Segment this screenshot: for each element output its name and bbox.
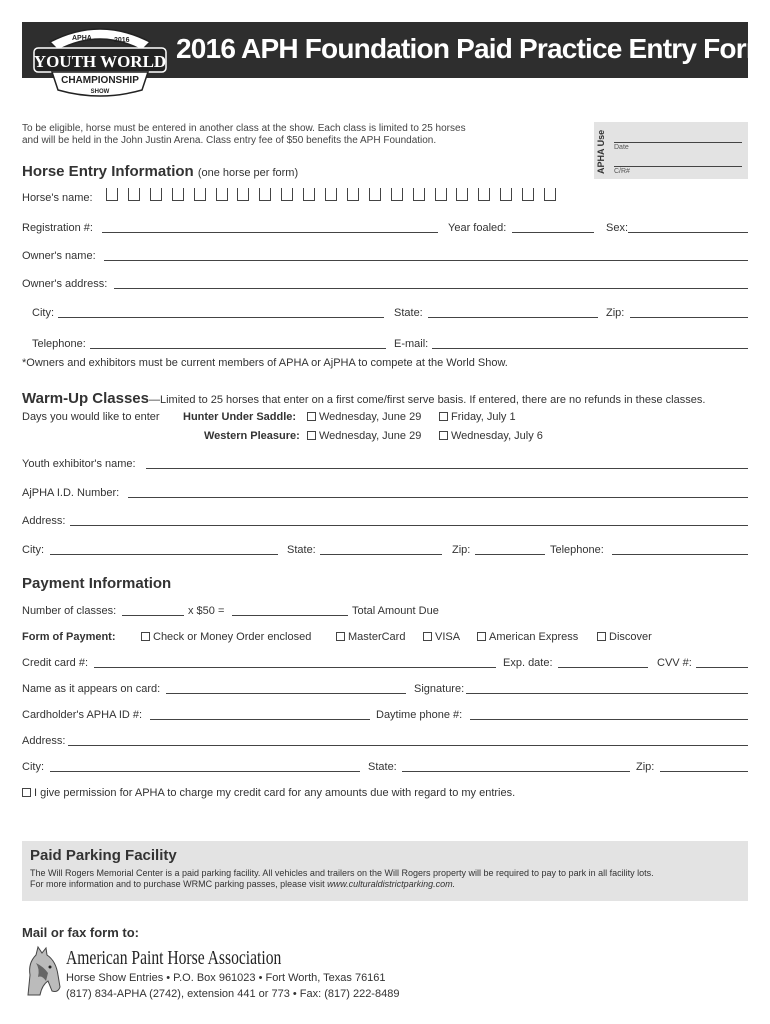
warmup-title: Warm-Up Classes — [22, 390, 149, 407]
horse-name-letter-box[interactable] — [544, 188, 556, 201]
sex-label: Sex: — [606, 222, 629, 234]
ajpha-id-field[interactable] — [128, 497, 748, 498]
cardholder-id-label: Cardholder's APHA ID #: — [22, 709, 143, 721]
card-city-label: City: — [22, 761, 44, 773]
payment-amex-option[interactable] — [477, 631, 578, 643]
form-of-payment-label: Form of Payment: — [22, 631, 116, 643]
total-amount-field[interactable] — [232, 615, 348, 616]
horse-name-letter-box[interactable] — [456, 188, 468, 201]
ajpha-id-label: AjPHA I.D. Number: — [22, 487, 120, 499]
card-address-field[interactable] — [68, 745, 748, 746]
horse-head-icon — [22, 945, 62, 997]
owner-email-field[interactable] — [432, 348, 748, 349]
owner-city-field[interactable] — [58, 317, 384, 318]
hunter-label: Hunter Under Saddle: — [183, 411, 297, 423]
membership-note: *Owners and exhibitors must be current members of APHA or AjPHA to compete at the World Show. — [22, 357, 508, 369]
apha-cr-field: C/R# — [614, 166, 742, 175]
horse-name-letter-box[interactable] — [478, 188, 490, 201]
signature-field[interactable] — [466, 693, 748, 694]
logo-youth-world-text: YOUTH WORLD — [33, 52, 167, 71]
horse-name-letter-box[interactable] — [259, 188, 271, 201]
warmup-heading — [22, 390, 705, 408]
card-zip-field[interactable] — [660, 771, 748, 772]
registration-label: Registration #: — [22, 222, 93, 234]
name-on-card-label: Name as it appears on card: — [22, 683, 161, 695]
num-classes-label: Number of classes: — [22, 605, 117, 617]
horse-name-letter-box[interactable] — [128, 188, 140, 201]
horse-name-letter-box[interactable] — [435, 188, 447, 201]
days-label: Days you would like to enter — [22, 411, 160, 423]
cvv-field[interactable] — [696, 667, 748, 668]
year-foaled-field[interactable] — [512, 232, 594, 233]
discover-checkbox[interactable] — [597, 632, 606, 641]
parking-line-2 — [30, 879, 742, 890]
permission-checkbox[interactable] — [22, 788, 31, 797]
hunter-june29-label: Wednesday, June 29 — [319, 411, 422, 423]
signature-label: Signature: — [414, 683, 465, 695]
horse-name-letter-box[interactable] — [325, 188, 337, 201]
youth-name-label: Youth exhibitor's name: — [22, 458, 136, 470]
western-label: Western Pleasure: — [204, 430, 300, 442]
youth-state-field[interactable] — [320, 554, 442, 555]
horse-entry-heading — [22, 163, 298, 180]
horse-name-letter-box[interactable] — [303, 188, 315, 201]
amex-label: American Express — [489, 631, 579, 643]
intro-line-2: and will be held in the John Justin Arena. Class entry fee of $50 benefits the APH Foundation. — [22, 135, 437, 146]
permission-label: I give permission for APHA to charge my credit card for any amounts due with regard to my entries. — [34, 787, 516, 799]
owner-name-field[interactable] — [104, 260, 748, 261]
horse-name-letter-box[interactable] — [237, 188, 249, 201]
owner-name-label: Owner's name: — [22, 250, 96, 262]
youth-zip-field[interactable] — [475, 554, 545, 555]
western-july6-option[interactable] — [439, 430, 543, 442]
discover-label: Discover — [609, 631, 652, 643]
horse-name-letter-box[interactable] — [413, 188, 425, 201]
payment-visa-option[interactable] — [423, 631, 460, 643]
owner-zip-field[interactable] — [630, 317, 748, 318]
horse-name-label: Horse's name: — [22, 192, 93, 204]
card-state-label: State: — [368, 761, 397, 773]
owner-state-field[interactable] — [428, 317, 598, 318]
youth-telephone-label: Telephone: — [550, 544, 604, 556]
mail-heading: Mail or fax form to: — [22, 925, 140, 940]
daytime-phone-field[interactable] — [470, 719, 748, 720]
horse-name-letter-box[interactable] — [281, 188, 293, 201]
warmup-description: —Limited to 25 horses that enter on a first come/first serve basis. If entered, there are no refunds in these classes. — [149, 394, 706, 406]
payment-check-option[interactable] — [141, 631, 311, 643]
hunter-july1-option[interactable] — [439, 411, 516, 423]
youth-zip-label: Zip: — [452, 544, 471, 556]
horse-name-letter-box[interactable] — [369, 188, 381, 201]
num-classes-field[interactable] — [122, 615, 184, 616]
payment-mastercard-option[interactable] — [336, 631, 405, 643]
parking-text — [30, 868, 742, 890]
times-fee-label: x $50 = — [188, 605, 225, 617]
payment-discover-option[interactable] — [597, 631, 652, 643]
permission-option[interactable] — [22, 787, 515, 799]
sex-field[interactable] — [628, 232, 748, 233]
payment-heading: Payment Information — [22, 575, 172, 592]
year-foaled-label: Year foaled: — [448, 222, 507, 234]
daytime-phone-label: Daytime phone #: — [376, 709, 463, 721]
logo-championship-text: CHAMPIONSHIP — [61, 75, 139, 86]
youth-state-label: State: — [287, 544, 316, 556]
parking-line-1: The Will Rogers Memorial Center is a paid parking facility. All vehicles and trailers on the Will Rogers property will be required to pay to park in all facility lots. — [30, 868, 654, 878]
youth-address-label: Address: — [22, 515, 66, 527]
owner-city-label: City: — [32, 307, 54, 319]
horse-name-letter-box[interactable] — [150, 188, 162, 201]
page-title: 2016 APH Foundation Paid Practice Entry Form — [176, 33, 770, 64]
registration-field[interactable] — [102, 232, 438, 233]
western-june29-option[interactable] — [307, 430, 421, 442]
horse-name-letter-box[interactable] — [216, 188, 228, 201]
western-july6-checkbox[interactable] — [439, 431, 448, 440]
card-city-field[interactable] — [50, 771, 360, 772]
horse-entry-title: Horse Entry Information — [22, 163, 194, 180]
horse-name-letter-box[interactable] — [522, 188, 534, 201]
exp-date-field[interactable] — [558, 667, 648, 668]
cvv-label: CVV #: — [657, 657, 692, 669]
cardholder-id-field[interactable] — [150, 719, 370, 720]
hunter-july1-label: Friday, July 1 — [451, 411, 516, 423]
horse-name-letter-box[interactable] — [391, 188, 403, 201]
horse-name-letter-box[interactable] — [347, 188, 359, 201]
western-july6-label: Wednesday, July 6 — [451, 430, 543, 442]
hunter-june29-option[interactable] — [307, 411, 421, 423]
parking-line-2-text: For more information and to purchase WRMC parking passes, please visit — [30, 879, 328, 889]
youth-city-label: City: — [22, 544, 44, 556]
youth-address-field[interactable] — [70, 525, 748, 526]
logo-show-text: SHOW — [90, 89, 110, 95]
horse-name-letter-box[interactable] — [500, 188, 512, 201]
total-amount-label: Total Amount Due — [352, 605, 439, 617]
apha-date-field: Date — [614, 142, 742, 151]
check-label: Check or Money Order enclosed — [153, 631, 312, 643]
hunter-july1-checkbox[interactable] — [439, 412, 448, 421]
owner-state-label: State: — [394, 307, 423, 319]
org-name: American Paint Horse Association — [66, 947, 282, 969]
card-state-field[interactable] — [402, 771, 630, 772]
owner-address-field[interactable] — [114, 288, 748, 289]
youth-world-logo — [30, 20, 170, 100]
owner-email-label: E-mail: — [394, 338, 429, 350]
visa-checkbox[interactable] — [423, 632, 432, 641]
amex-checkbox[interactable] — [477, 632, 486, 641]
mastercard-checkbox[interactable] — [336, 632, 345, 641]
name-on-card-field[interactable] — [166, 693, 406, 694]
intro-line-1: To be eligible, horse must be entered in another class at the show. Each class is limited to 25 horses — [22, 123, 466, 134]
mastercard-label: MasterCard — [348, 631, 406, 643]
western-june29-checkbox[interactable] — [307, 431, 316, 440]
visa-label: VISA — [435, 631, 461, 643]
horse-name-letter-box[interactable] — [172, 188, 184, 201]
horse-name-letter-box[interactable] — [194, 188, 206, 201]
parking-url-link[interactable]: www.culturaldistrictparking.com. — [327, 879, 456, 889]
check-checkbox[interactable] — [141, 632, 150, 641]
logo-year-text: 2016 — [114, 37, 130, 44]
owner-telephone-label: Telephone: — [32, 338, 86, 350]
owner-telephone-field[interactable] — [90, 348, 386, 349]
horse-name-letter-box[interactable] — [106, 188, 118, 201]
exp-date-label: Exp. date: — [503, 657, 553, 669]
credit-card-label: Credit card #: — [22, 657, 89, 669]
parking-heading: Paid Parking Facility — [30, 847, 177, 864]
logo-apha-text: APHA — [72, 35, 92, 42]
youth-city-field[interactable] — [50, 554, 278, 555]
owner-zip-label: Zip: — [606, 307, 625, 319]
credit-card-field[interactable] — [94, 667, 496, 668]
mail-address: Horse Show Entries • P.O. Box 961023 • Fort Worth, Texas 76161 — [66, 972, 386, 984]
western-june29-label: Wednesday, June 29 — [319, 430, 422, 442]
card-address-label: Address: — [22, 735, 66, 747]
youth-telephone-field[interactable] — [612, 554, 748, 555]
youth-name-field[interactable] — [146, 468, 748, 469]
card-zip-label: Zip: — [636, 761, 655, 773]
mail-phone-fax: (817) 834-APHA (2742), extension 441 or 773 • Fax: (817) 222-8489 — [66, 988, 400, 1000]
owner-address-label: Owner's address: — [22, 278, 108, 290]
hunter-june29-checkbox[interactable] — [307, 412, 316, 421]
apha-use-label: APHA Use — [596, 129, 606, 175]
intro-text — [22, 123, 582, 147]
horse-entry-subtitle: (one horse per form) — [197, 167, 299, 179]
